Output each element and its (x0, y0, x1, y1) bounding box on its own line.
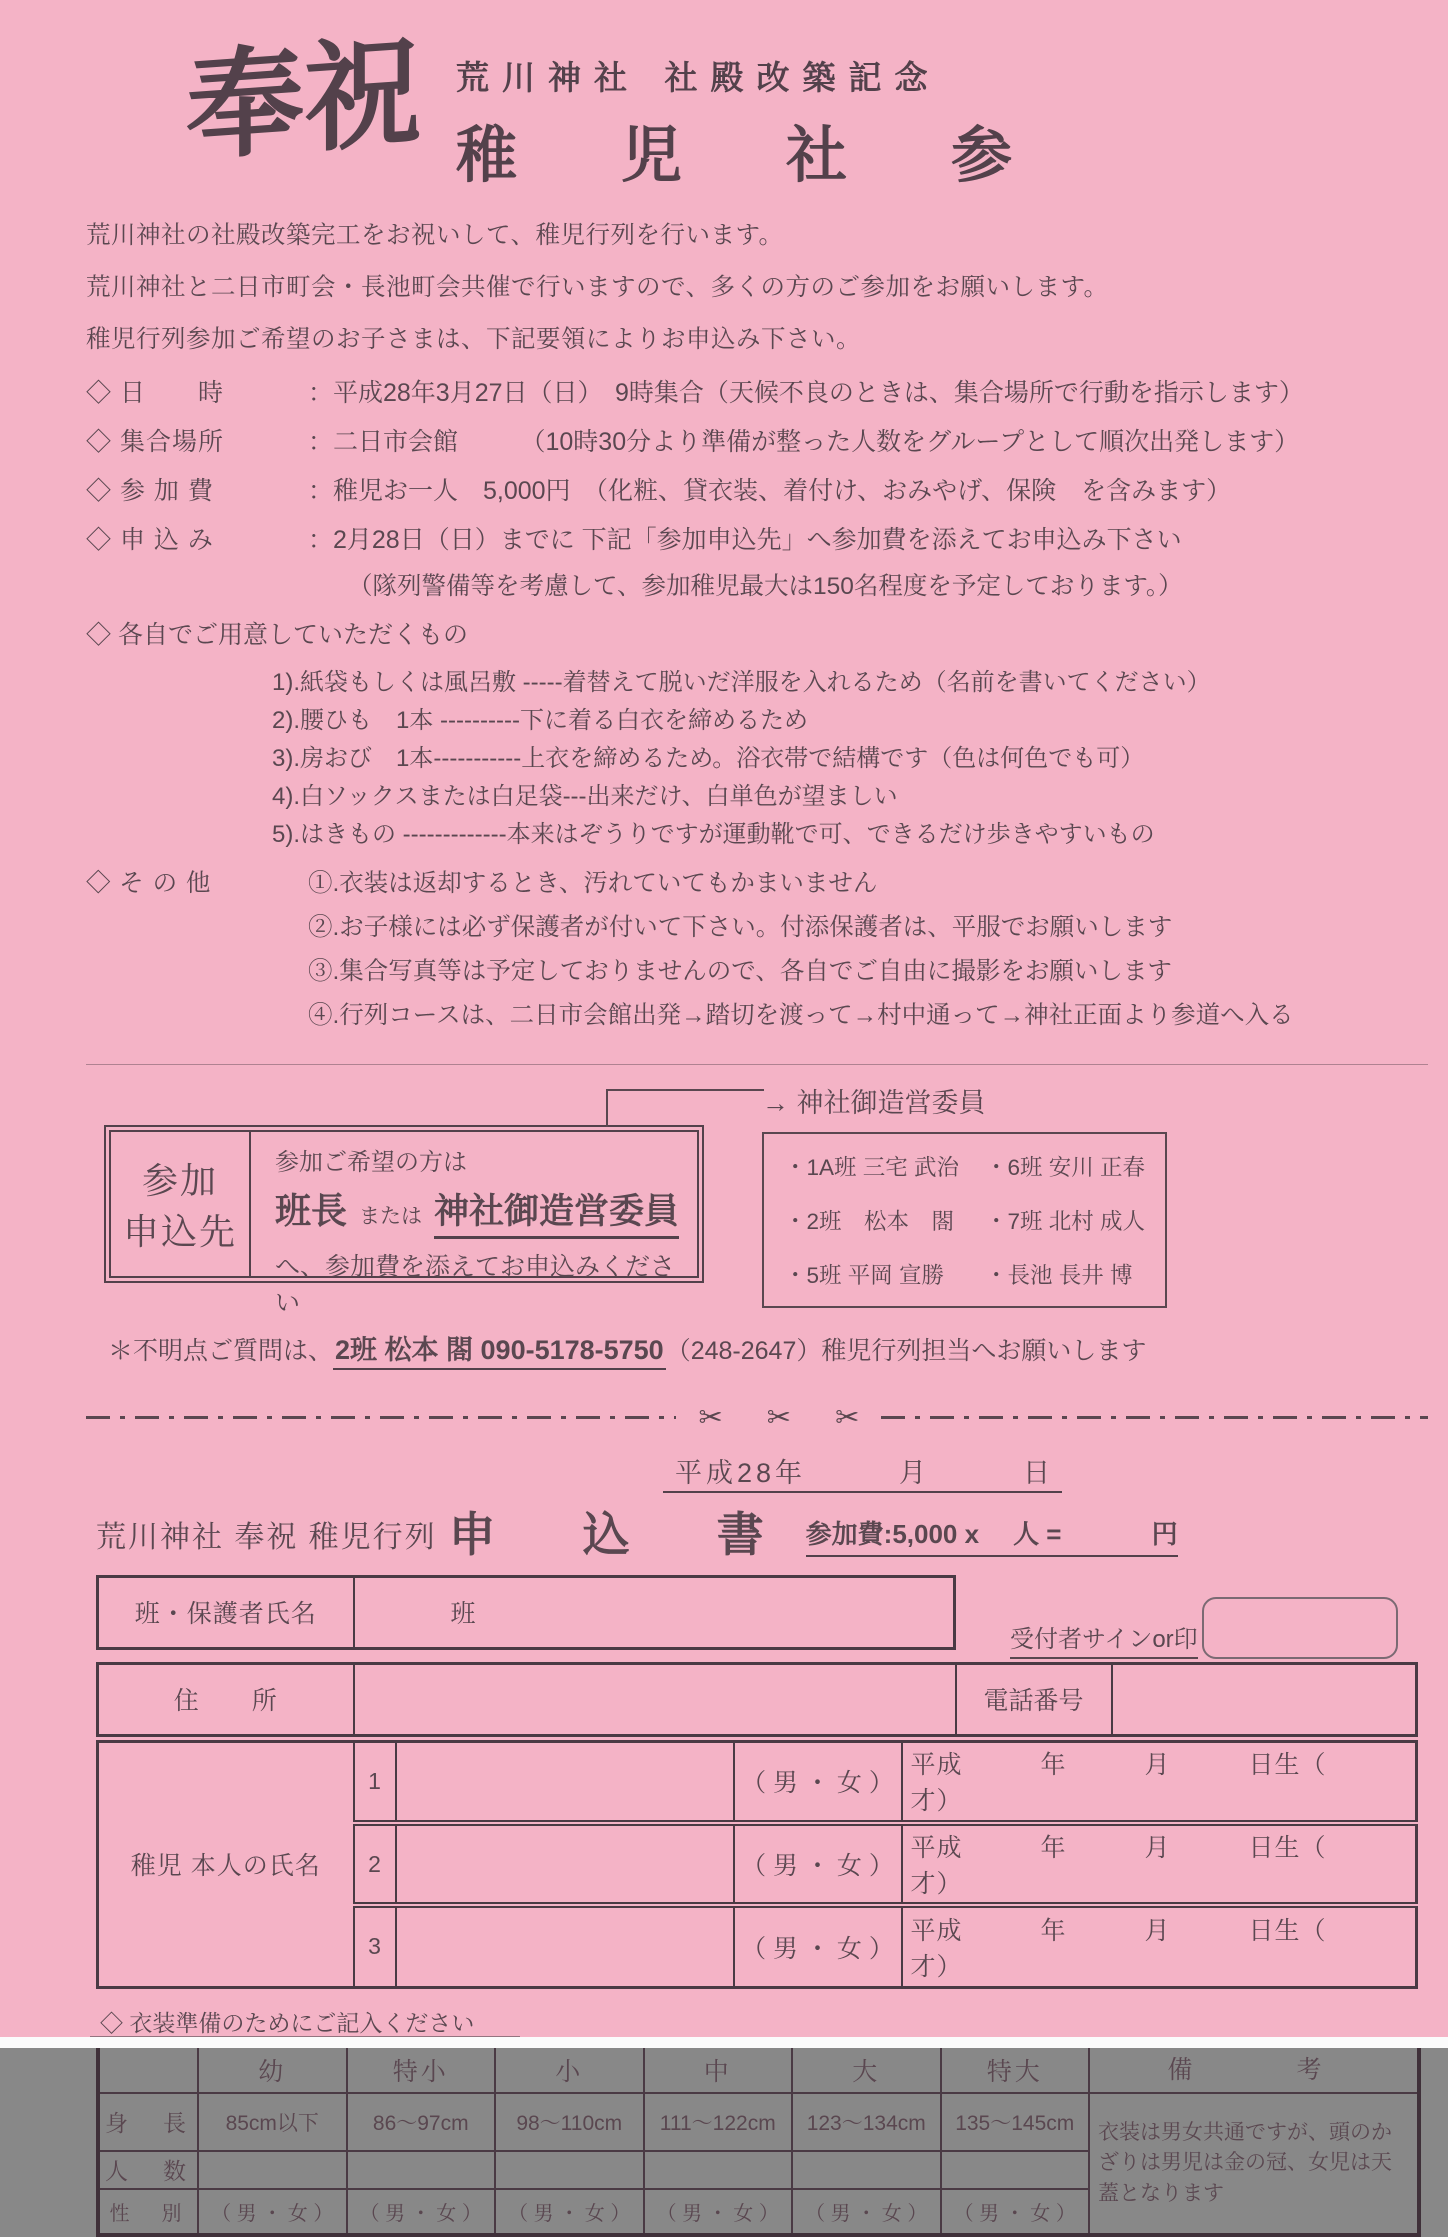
height-value: 98〜110cm (495, 2093, 644, 2151)
apply-box-side-label (111, 1132, 251, 1276)
detail-text: ：平成28年3月27日（日） 9時集合（天候不良のときは、集合場所で行動を指示します） (308, 379, 1304, 407)
apply-box-content (251, 1132, 697, 1317)
committee-label: 神社御造営委員 (434, 1184, 679, 1239)
others-item: ③.集合写真等は予定しておりませんので、各自でご自由に撮影をお願いします (308, 957, 1172, 985)
form-date-row (86, 1451, 1428, 1490)
bring-item: 1).紙袋もしくは風呂敷 -----着替えて脱いだ洋服を入れるため（名前を書いてください） (272, 669, 1211, 696)
height-value: 123〜134cm (792, 2093, 941, 2151)
seal-title: 奉祝 (186, 21, 422, 178)
contact-suffix: （248-2647）稚児行列担当へお願いします (665, 1336, 1147, 1365)
count-blank (792, 2151, 941, 2189)
costume-corner-blank (98, 2046, 198, 2093)
child-gender: （ 男 ・ 女 ） (734, 1905, 902, 1987)
event-details (86, 373, 1428, 1040)
receiver-sign-label: 受付者サインor印 (1010, 1619, 1198, 1659)
detail-fee (86, 471, 1428, 507)
form-title-row (86, 1498, 1428, 1565)
height-label: 身 長 (98, 2093, 198, 2151)
committee-column (762, 1075, 1167, 1308)
detail-label: ◇ 日 時 (86, 379, 224, 407)
subtitle: 荒川神社 社殿改築記念 (456, 58, 941, 97)
gender-option: （ 男 ・ 女 ） (792, 2189, 941, 2235)
size-header: 特小 (347, 2046, 496, 2093)
apply-line2 (275, 1183, 689, 1239)
child-number: 3 (354, 1905, 396, 1987)
count-blank (644, 2151, 793, 2189)
committee-member: ・6班 安川 正春 (985, 1154, 1146, 1180)
bring-heading (86, 615, 1428, 651)
count-blank (198, 2151, 347, 2189)
child-birthdate: 平成 年 月 日生（ 才） (902, 1905, 1417, 1987)
count-blank (941, 2151, 1090, 2189)
child-name-blank (396, 1905, 734, 1987)
bring-list (86, 664, 1428, 854)
size-header: 小 (495, 2046, 644, 2093)
bring-item: 2).腰ひも 1本 ----------下に着る白衣を締めるため (272, 706, 808, 734)
committee-member: ・2班 松本 閤 (784, 1208, 955, 1234)
committee-member-box (762, 1132, 1167, 1308)
height-value: 135〜145cm (941, 2093, 1090, 2151)
child-birthdate: 平成 年 月 日生（ 才） (902, 1823, 1417, 1905)
size-header: 幼 (198, 2046, 347, 2093)
children-table (96, 1740, 1418, 1989)
gender-option: （ 男 ・ 女 ） (644, 2189, 793, 2235)
others-section (86, 864, 1428, 1040)
apply-line1: 参加ご希望の方は (275, 1148, 467, 1176)
phone-blank (1112, 1663, 1417, 1735)
height-value: 85cm以下 (198, 2093, 347, 2151)
children-names-label: 稚児 本人の氏名 (98, 1741, 354, 1987)
scan-edge (0, 2037, 1448, 2048)
scissors-icon: ✂ (766, 1401, 792, 1434)
fee-label: 参加費:5,000 x (805, 1518, 980, 1549)
intro-paragraphs (86, 216, 1428, 355)
header-titles (456, 38, 1116, 194)
child-name-blank (396, 1823, 734, 1905)
size-header: 特大 (941, 2046, 1090, 2093)
gender-option: （ 男 ・ 女 ） (941, 2189, 1090, 2235)
address-blank (354, 1663, 956, 1735)
others-item: ④.行列コースは、二日市会館出発→踏切を渡って→村中通って→神社正面より参道へ入る (308, 1001, 1294, 1029)
count-blank (347, 2151, 496, 2189)
height-row (98, 2093, 1419, 2151)
address-table (96, 1662, 1418, 1737)
detail-text: ：2月28日（日）までに 下記「参加申込先」へ参加費を添えてお申込み下さい (308, 526, 1182, 554)
bring-item: 4).白ソックスまたは白足袋---出来だけ、白単色が望ましい (272, 782, 898, 810)
apply-side-line: 参加 (141, 1159, 218, 1201)
child-gender: （ 男 ・ 女 ） (734, 1823, 902, 1905)
form-title-prefix: 荒川神社 奉祝 稚児行列 (96, 1520, 437, 1554)
child-gender: （ 男 ・ 女 ） (734, 1741, 902, 1823)
fee-unit: 円 (1151, 1518, 1178, 1549)
cut-line (86, 1400, 1428, 1435)
intro-line: 荒川神社の社殿改築完工をお祝いして、稚児行列を行います。 (86, 222, 784, 249)
receiver-sign-block (1010, 1575, 1398, 1659)
bring-heading-text: ◇ 各自でご用意していただくもの (86, 621, 468, 649)
height-value: 111〜122cm (644, 2093, 793, 2151)
intro-line: 稚児行列参加ご希望のお子さまは、下記要領によりお申込み下さい。 (86, 326, 861, 353)
detail-label: ◇ 参 加 費 (86, 477, 214, 505)
child-number: 1 (354, 1741, 396, 1823)
others-label: ◇ そ の 他 (86, 869, 212, 897)
bancho-label: 班長 (275, 1189, 348, 1231)
scissors-icon: ✂ (698, 1401, 723, 1434)
committee-member: ・5班 平岡 宣勝 (784, 1262, 945, 1288)
others-list (308, 864, 1294, 1040)
main-title: 稚児社参 (456, 120, 1117, 191)
child-birthdate: 平成 年 月 日生（ 才） (902, 1741, 1417, 1823)
committee-arrow-label: → 神社御造営委員 (762, 1087, 986, 1118)
address-label: 住 所 (98, 1663, 354, 1735)
contact-note (86, 1328, 1428, 1370)
committee-member: ・7班 北村 成人 (985, 1208, 1146, 1234)
apply-box-inner (109, 1130, 699, 1317)
detail-apply (86, 520, 1428, 556)
count-blank (495, 2151, 644, 2189)
gender-option: （ 男 ・ 女 ） (495, 2189, 644, 2235)
child-number: 2 (354, 1823, 396, 1905)
form-title: 申 込 書 (448, 1507, 784, 1561)
costume-header-row (98, 2046, 1419, 2093)
form-date-blank: 平成28年 月 日 (663, 1458, 1062, 1493)
others-item: ②.お子様には必ず保護者が付いて下さい。付添保護者は、平服でお願いします (308, 913, 1173, 941)
detail-text: ：二日市会館 （10時30分より準備が整った人数をグループとして順次出発します） (308, 428, 1300, 456)
bring-item: 3).房おび 1本-----------上衣を締めるため。浴衣帯で結構です（色は何色でも可） (272, 744, 1145, 772)
count-label: 人 数 (98, 2151, 198, 2189)
detail-apply-note: （隊列警備等を考慮して、参加稚児最大は150名程度を予定しております。） (348, 573, 1183, 600)
size-header: 大 (792, 2046, 941, 2093)
or-label: または (359, 1204, 423, 1228)
form-row-guardian (86, 1575, 1428, 1659)
detail-label: ◇ 申 込 み (86, 526, 214, 554)
guardian-table (96, 1575, 956, 1650)
others-item: ①.衣装は返却するとき、汚れていてもかまいません (308, 869, 878, 897)
detail-datetime (86, 373, 1428, 409)
gender-label: 性 別 (98, 2189, 198, 2235)
guardian-name-label: 班・保護者氏名 (98, 1576, 354, 1648)
apply-section (86, 1064, 1428, 1317)
phone-label: 電話番号 (956, 1663, 1112, 1735)
child-name-blank (396, 1741, 734, 1823)
gender-option: （ 男 ・ 女 ） (347, 2189, 496, 2235)
costume-table (96, 2044, 1421, 2237)
contact-prefix: ＊不明点ご質問は、 (108, 1336, 334, 1365)
guardian-name-blank: 班 (354, 1576, 955, 1648)
detail-text: ：稚児お一人 5,000円 （化粧、貸衣装、着付け、おみやげ、保険 を含みます） (308, 477, 1232, 505)
gender-option: （ 男 ・ 女 ） (198, 2189, 347, 2235)
intro-line: 荒川神社と二日市町会・長池町会共催で行いますので、多くの方のご参加をお願いします。 (86, 274, 1109, 301)
fee-mid: 人 = (1013, 1518, 1062, 1549)
fee-calc-line (806, 1514, 1178, 1557)
child-row (98, 1741, 1417, 1823)
connector-line (606, 1089, 764, 1127)
receiver-sign-box (1202, 1597, 1398, 1659)
remark-header: 備 考 (1089, 2046, 1419, 2093)
apply-box (104, 1125, 704, 1317)
scissors-icon: ✂ (835, 1401, 860, 1434)
committee-member: ・1A班 三宅 武治 (784, 1154, 960, 1180)
costume-heading: ◇ 衣装準備のためにご記入ください (100, 2009, 475, 2036)
apply-side-line: 申込先 (122, 1210, 237, 1252)
cut-dashes (881, 1416, 1428, 1419)
detail-place (86, 422, 1428, 458)
size-header: 中 (644, 2046, 793, 2093)
remark-text: 衣装は男女共通ですが、頭のかざりは男児は金の冠、女児は天蓋となります (1089, 2093, 1419, 2235)
bring-item: 5).はきもの -------------本来はぞうりですが運動靴で可、できるだけ歩きやすいもの (272, 820, 1155, 848)
apply-line3: へ、参加費を添えてお申込みください (275, 1252, 676, 1317)
height-value: 86〜97cm (347, 2093, 496, 2151)
committee-member: ・長池 長井 博 (985, 1262, 1133, 1288)
header (186, 21, 1428, 194)
cut-dashes (86, 1416, 676, 1419)
detail-label: ◇ 集合場所 (86, 428, 224, 456)
contact-phone: 2班 松本 閤 090-5178-5750 (333, 1328, 666, 1370)
